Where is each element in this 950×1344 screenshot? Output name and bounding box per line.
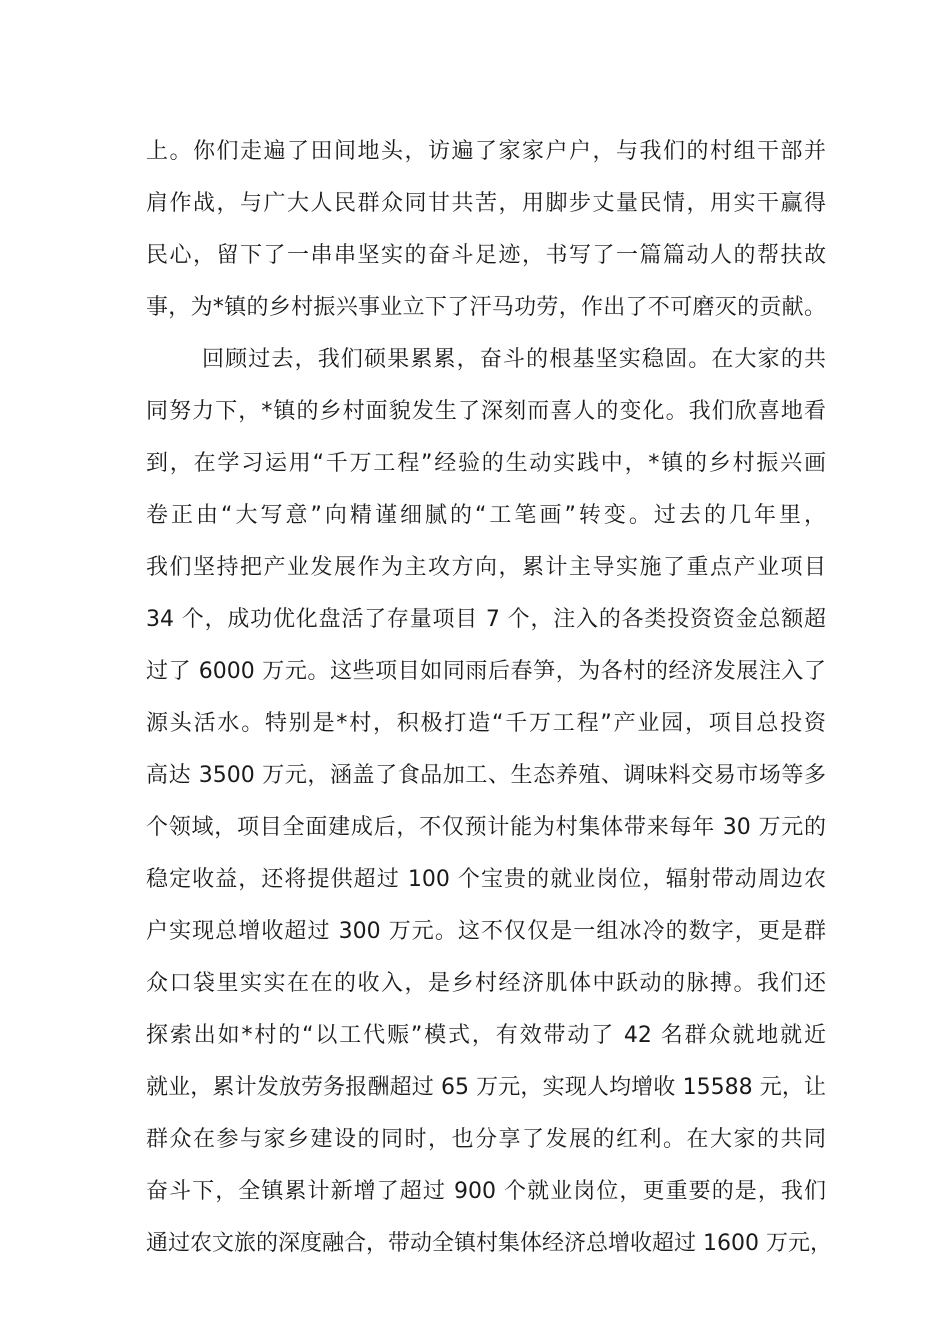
text-line: 上。你们走遍了田间地头，访遍了家家户户，与我们的村组干部并 (146, 139, 826, 164)
text-line: 同努力下，*镇的乡村面貌发生了深刻而喜人的变化。我们欣喜地看 (146, 399, 826, 424)
text-line: 探索出如*村的“以工代赈”模式，有效带动了 42 名群众就地就近 (146, 1023, 826, 1048)
text-line: 稳定收益，还将提供超过 100 个宝贵的就业岗位，辐射带动周边农 (146, 867, 826, 892)
text-line: 回顾过去，我们硕果累累，奋斗的根基坚实稳固。在大家的共 (202, 347, 826, 372)
paragraph-1 (146, 126, 826, 334)
text-line: 奋斗下，全镇累计新增了超过 900 个就业岗位，更重要的是，我们 (146, 1179, 826, 1204)
text-line: 高达 3500 万元，涵盖了食品加工、生态养殖、调味料交易市场等多 (146, 763, 826, 788)
text-line: 我们坚持把产业发展作为主攻方向，累计主导实施了重点产业项目 (146, 555, 826, 580)
text-line: 34 个，成功优化盘活了存量项目 7 个，注入的各类投资资金总额超 (146, 607, 826, 632)
text-line: 肩作战，与广大人民群众同甘共苦，用脚步丈量民情，用实干赢得 (146, 191, 826, 216)
text-line: 事，为*镇的乡村振兴事业立下了汗马功劳，作出了不可磨灭的贡献。 (146, 295, 826, 320)
text-line: 过了 6000 万元。这些项目如同雨后春笋，为各村的经济发展注入了 (146, 659, 826, 684)
text-line: 户实现总增收超过 300 万元。这不仅仅是一组冰冷的数字，更是群 (146, 919, 826, 944)
text-line: 源头活水。特别是*村，积极打造“千万工程”产业园，项目总投资 (146, 711, 826, 736)
text-line: 民心，留下了一串串坚实的奋斗足迹，书写了一篇篇动人的帮扶故 (146, 243, 826, 268)
text-line: 通过农文旅的深度融合，带动全镇村集体经济总增收超过 1600 万元， (146, 1231, 832, 1256)
text-line: 个领域，项目全面建成后，不仅预计能为村集体带来每年 30 万元的 (146, 815, 826, 840)
text-line: 众口袋里实实在在的收入，是乡村经济肌体中跃动的脉搏。我们还 (146, 971, 826, 996)
text-line: 就业，累计发放劳务报酬超过 65 万元，实现人均增收 15588 元，让 (146, 1075, 826, 1100)
text-line: 群众在参与家乡建设的同时，也分享了发展的红利。在大家的共同 (146, 1127, 826, 1152)
text-line: 卷正由“大写意”向精谨细腻的“工笔画”转变。过去的几年里， (146, 503, 826, 528)
paragraph-2 (146, 334, 832, 1270)
body-text (146, 126, 832, 1270)
text-line: 到，在学习运用“千万工程”经验的生动实践中，*镇的乡村振兴画 (146, 451, 826, 476)
